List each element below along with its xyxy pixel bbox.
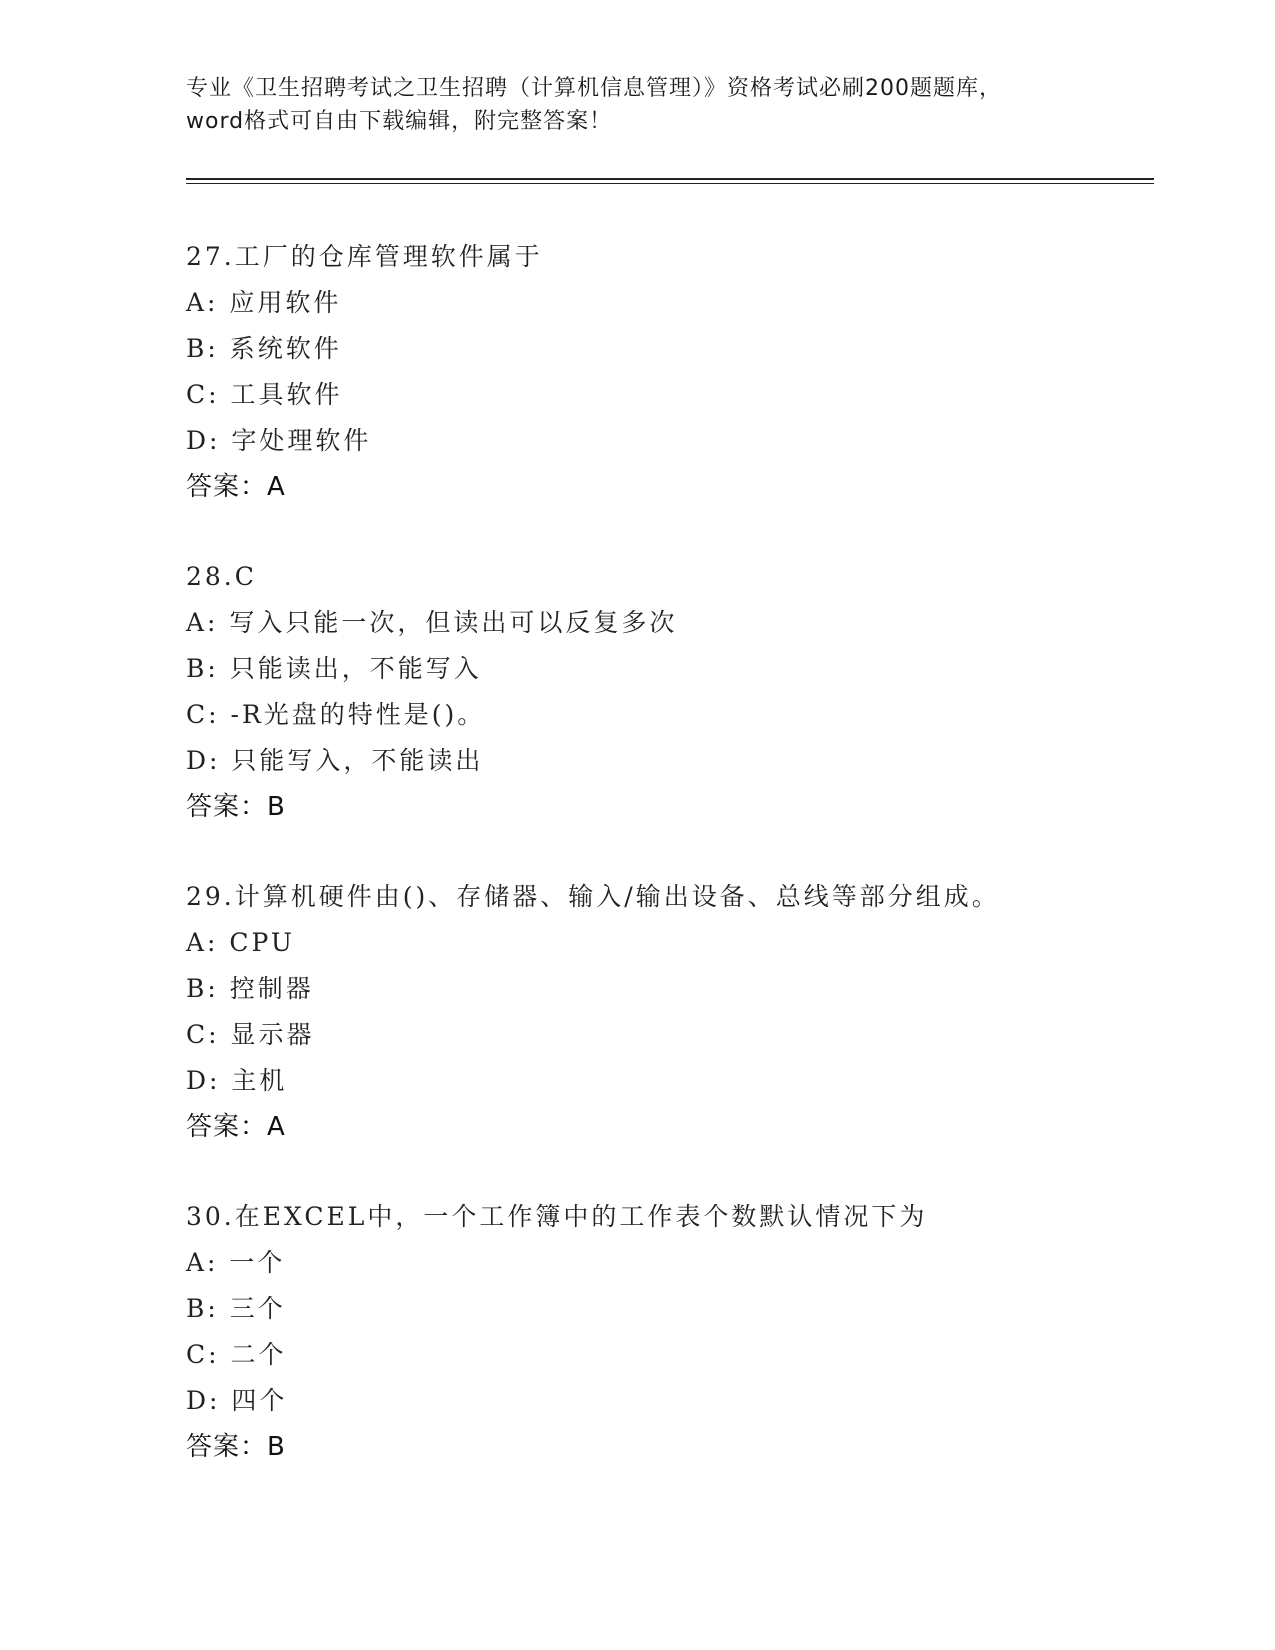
answer-line: 答案：B <box>186 792 286 822</box>
header-divider-thin <box>186 183 1154 184</box>
option-d: D: 只能写入，不能读出 <box>186 746 484 775</box>
answer-line: 答案：A <box>186 472 286 502</box>
header-title-line-1: 专业《卫生招聘考试之卫生招聘（计算机信息管理）》资格考试必刷200题题库， <box>186 76 1002 101</box>
option-d: D: 主机 <box>186 1066 288 1095</box>
option-c: C: 工具软件 <box>186 380 343 409</box>
answer-line: 答案：A <box>186 1112 286 1142</box>
option-b: B: 系统软件 <box>186 334 342 363</box>
option-a: A: 写入只能一次，但读出可以反复多次 <box>186 608 678 637</box>
question-list <box>186 234 1146 1514</box>
question-stem: 29.计算机硬件由()、存储器、输入/输出设备、总线等部分组成。 <box>186 882 1000 911</box>
header-divider-thick <box>186 178 1154 180</box>
option-d: D: 字处理软件 <box>186 426 372 455</box>
answer-line: 答案：B <box>186 1432 286 1462</box>
question-stem: 28.C <box>186 562 257 591</box>
question-30 <box>186 1194 1146 1514</box>
option-d: D: 四个 <box>186 1386 288 1415</box>
question-29 <box>186 874 1146 1194</box>
option-c: C: -R光盘的特性是()。 <box>186 700 486 729</box>
question-28 <box>186 554 1146 874</box>
question-27 <box>186 234 1146 554</box>
option-c: C: 二个 <box>186 1340 287 1369</box>
question-stem: 30.在EXCEL中，一个工作簿中的工作表个数默认情况下为 <box>186 1202 928 1231</box>
document-header <box>186 72 1086 138</box>
option-a: A: 一个 <box>186 1248 286 1277</box>
option-c: C: 显示器 <box>186 1020 315 1049</box>
header-title-line-2: word格式可自由下载编辑，附完整答案！ <box>186 109 613 134</box>
option-a: A: 应用软件 <box>186 288 342 317</box>
option-b: B: 只能读出，不能写入 <box>186 654 482 683</box>
question-stem: 27.工厂的仓库管理软件属于 <box>186 242 543 271</box>
option-b: B: 三个 <box>186 1294 286 1323</box>
option-b: B: 控制器 <box>186 974 314 1003</box>
option-a: A: CPU <box>186 928 296 957</box>
